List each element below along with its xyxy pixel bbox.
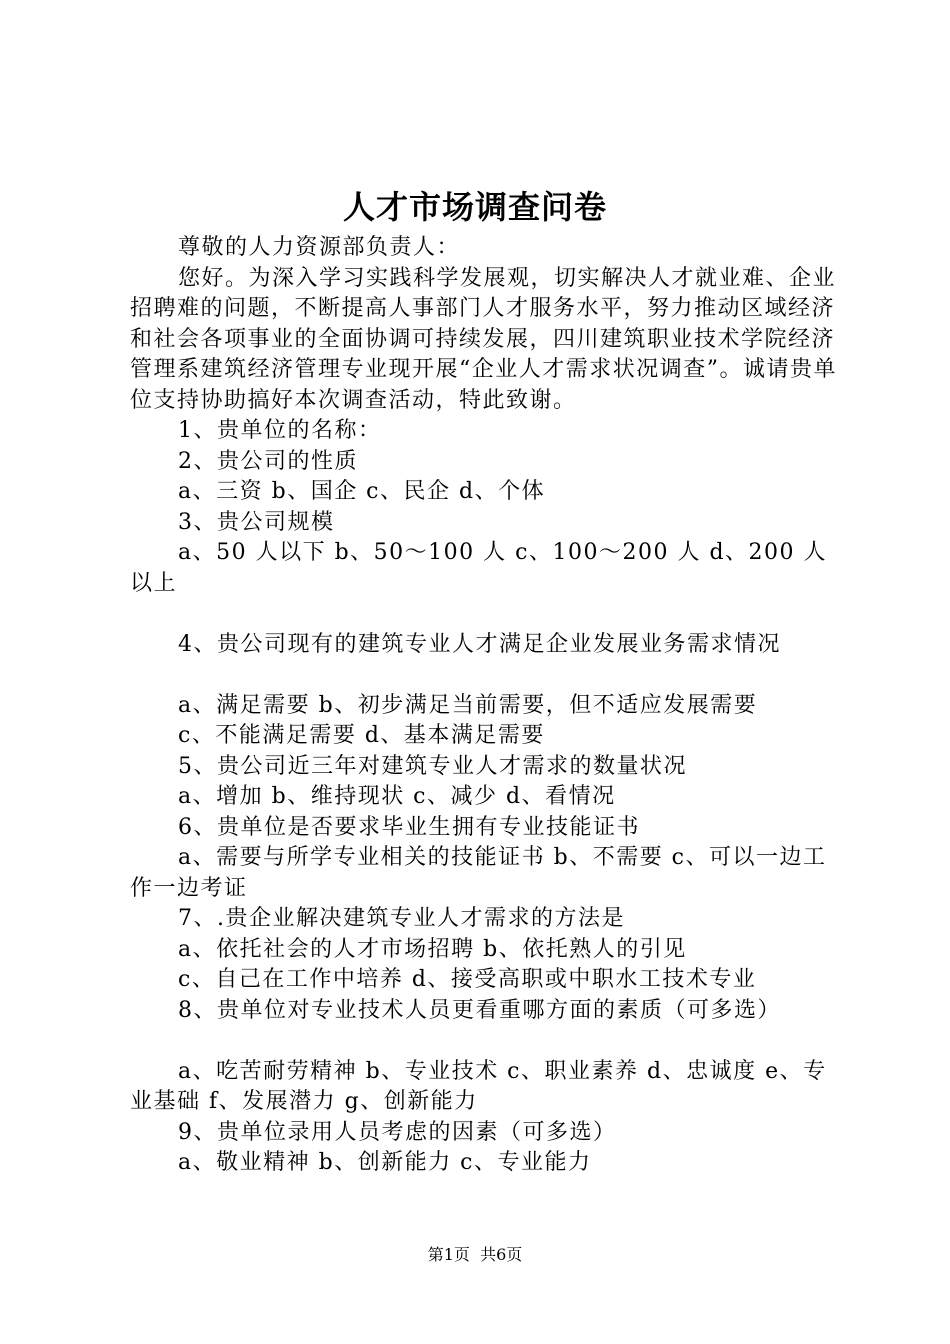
- option-line: a、增加 b、维持现状 c、减少 d、看情况: [178, 784, 616, 809]
- question-line: 9、贵单位录用人员考虑的因素（可多选）: [178, 1119, 617, 1145]
- intro-paragraph: 您好。为深入学习实践科学发展观，切实解决人才就业难、企业招聘难的问题，不断提高人事部门人才服务水平，努力推动区域经济和社会各项事业的全面协调可持续发展，四川建筑职业技术学院经济管理系建筑经济管理专业现开展“企业人才需求状况调查”。诚请贵单位支持协助搞好本次调查活动，特此致谢。: [130, 265, 837, 413]
- question-line: 1、贵单位的名称：: [178, 418, 382, 443]
- question-line: 2、贵公司的性质: [178, 448, 358, 474]
- question-line: 3、贵公司规模: [178, 509, 335, 535]
- document-body: [130, 233, 840, 1179]
- question-line: 4、贵公司现有的建筑专业人才满足企业发展业务需求情况: [178, 631, 781, 657]
- option-line: a、三资 b、国企 c、民企 d、个体: [178, 479, 546, 504]
- option-line: a、敬业精神 b、创新能力 c、专业能力: [178, 1150, 592, 1175]
- question-line: 6、贵单位是否要求毕业生拥有专业技能证书: [178, 814, 640, 840]
- blank-line: [130, 1026, 840, 1057]
- option-line: a、50 人以下 b、50～100 人 c、100～200 人 d、200 人以上: [130, 540, 828, 596]
- question-line: 8、贵单位对专业技术人员更看重哪方面的素质（可多选）: [178, 997, 781, 1023]
- blank-line: [130, 599, 840, 630]
- option-line: a、吃苦耐劳精神 b、专业技术 c、职业素养 d、忠诚度 e、专业基础 f、发展潜力 g、创新能力: [130, 1058, 827, 1114]
- question-line: 7、.贵企业解决建筑专业人才需求的方法是: [178, 906, 625, 931]
- page-footer: 第1页 共6页: [427, 1245, 523, 1264]
- question-line: 5、贵公司近三年对建筑专业人才需求的数量状况: [178, 753, 687, 779]
- page-title: 人才市场调查问卷: [342, 188, 607, 226]
- blank-line: [130, 660, 840, 691]
- option-line: c、不能满足需要 d、基本满足需要: [178, 723, 545, 748]
- greeting: 尊敬的人力资源部负责人：: [178, 235, 461, 260]
- option-line: a、需要与所学专业相关的技能证书 b、不需要 c、可以一边工作一边考证: [130, 845, 827, 901]
- option-line: c、自己在工作中培养 d、接受高职或中职水工技术专业: [178, 967, 757, 992]
- option-line: a、满足需要 b、初步满足当前需要，但不适应发展需要: [178, 692, 758, 718]
- option-line: a、依托社会的人才市场招聘 b、依托熟人的引见: [178, 936, 687, 962]
